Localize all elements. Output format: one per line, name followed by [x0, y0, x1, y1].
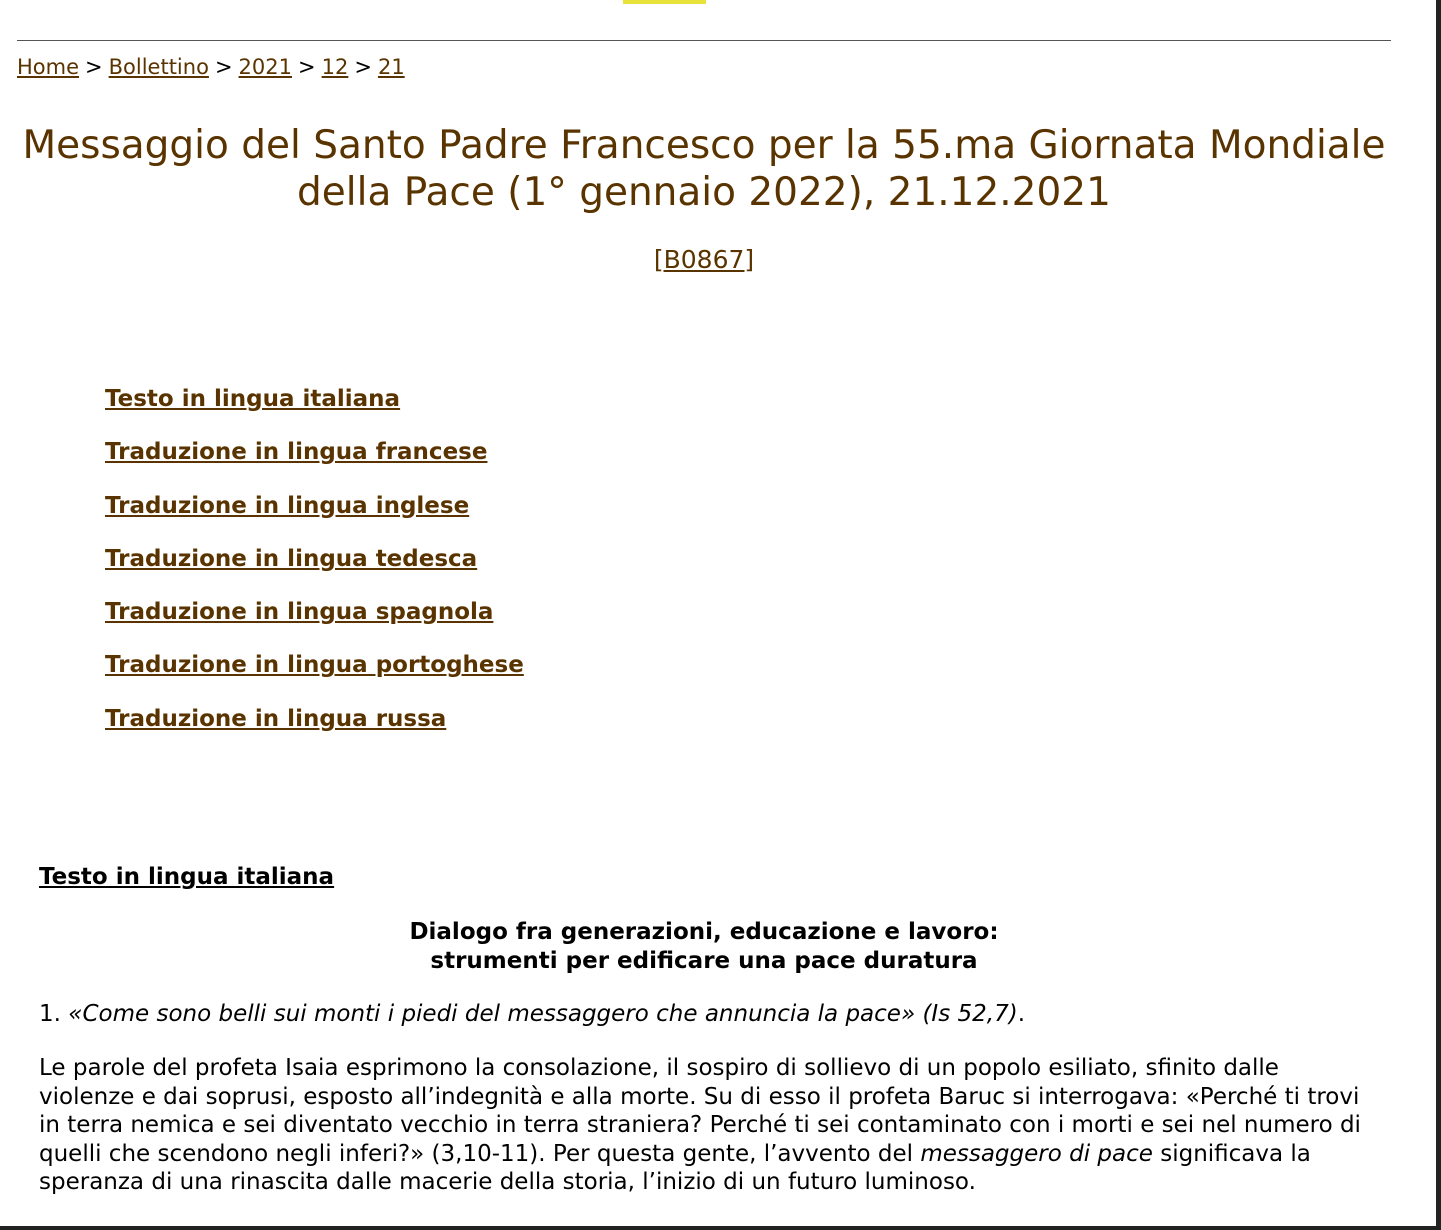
scripture-quote: «Come sono belli sui monti i piedi del messaggero che annuncia la pace» (Is 52,7) [68, 1001, 1018, 1027]
paragraph-1 [39, 999, 1025, 1029]
breadcrumb-separator: > [85, 55, 103, 79]
toc-link-francese[interactable]: Traduzione in lingua francese [105, 439, 488, 466]
breadcrumb-home-link[interactable]: Home [17, 55, 80, 79]
toc-link-tedesca[interactable]: Traduzione in lingua tedesca [105, 545, 478, 572]
toc-link-spagnola[interactable]: Traduzione in lingua spagnola [105, 599, 494, 626]
list-item [105, 383, 524, 436]
breadcrumb-day-link[interactable]: 21 [377, 55, 405, 79]
list-item [105, 436, 524, 489]
document-code [17, 245, 1391, 274]
paragraph-number: 1. [39, 1001, 61, 1027]
page-title: Messaggio del Santo Padre Francesco per la 55.ma Giornata Mondiale della Pace (1° gennaio 2022), 21.12.2021 [22, 123, 1386, 215]
list-item [105, 543, 524, 596]
window-right-border [1436, 0, 1441, 1230]
toc-link-russa[interactable]: Traduzione in lingua russa [105, 705, 447, 732]
list-item [105, 490, 524, 543]
message-subtitle [17, 918, 1391, 976]
list-item [105, 703, 524, 756]
header-divider [17, 40, 1391, 41]
toc-link-italiano[interactable]: Testo in lingua italiana [105, 386, 401, 412]
paragraph-end: . [1017, 1001, 1026, 1027]
window-bottom-border [0, 1226, 1441, 1230]
paragraph-italic: messaggero di pace [920, 1140, 1153, 1167]
breadcrumb-year-link[interactable]: 2021 [238, 55, 292, 79]
subtitle-line-2: strumenti per edificare una pace duratura [430, 948, 978, 974]
breadcrumb [17, 55, 405, 79]
list-item [105, 649, 524, 702]
toc-link-inglese[interactable]: Traduzione in lingua inglese [105, 492, 470, 519]
list-item [105, 596, 524, 649]
language-index [105, 383, 524, 756]
subtitle-line-1: Dialogo fra generazioni, educazione e lavoro: [409, 919, 999, 945]
paragraph-2 [39, 1054, 1379, 1197]
toc-link-portoghese[interactable]: Traduzione in lingua portoghese [105, 652, 524, 679]
breadcrumb-separator: > [298, 55, 316, 79]
top-accent-bar [623, 0, 706, 4]
breadcrumb-separator: > [354, 55, 372, 79]
paragraph-text-end: significava la speranza di una rinascita dalle macerie della storia, l’inizio di un futuro luminoso. [39, 1140, 1311, 1196]
document-code-link[interactable]: [B0867] [653, 245, 755, 274]
breadcrumb-bollettino-link[interactable]: Bollettino [108, 55, 209, 79]
section-heading: Testo in lingua italiana [39, 864, 335, 890]
paragraph-text: Le parole del profeta Isaia esprimono la consolazione, il sospiro di sollievo di un popolo esiliato, sfinito dalle violenze e dai soprusi, esposto all’indegnità e alla morte. Su di esso il profeta Baruc si interrogava: «Perché ti trovi in terra nemica e sei diventato vecchio in terra straniera? Perché ti sei contaminato con i morti e sei nel numero di quelli che scendono negli inferi?» (3,10-11). Per questa gente, l’avvento del [39, 1055, 1361, 1167]
breadcrumb-month-link[interactable]: 12 [321, 55, 349, 79]
breadcrumb-separator: > [214, 55, 233, 79]
